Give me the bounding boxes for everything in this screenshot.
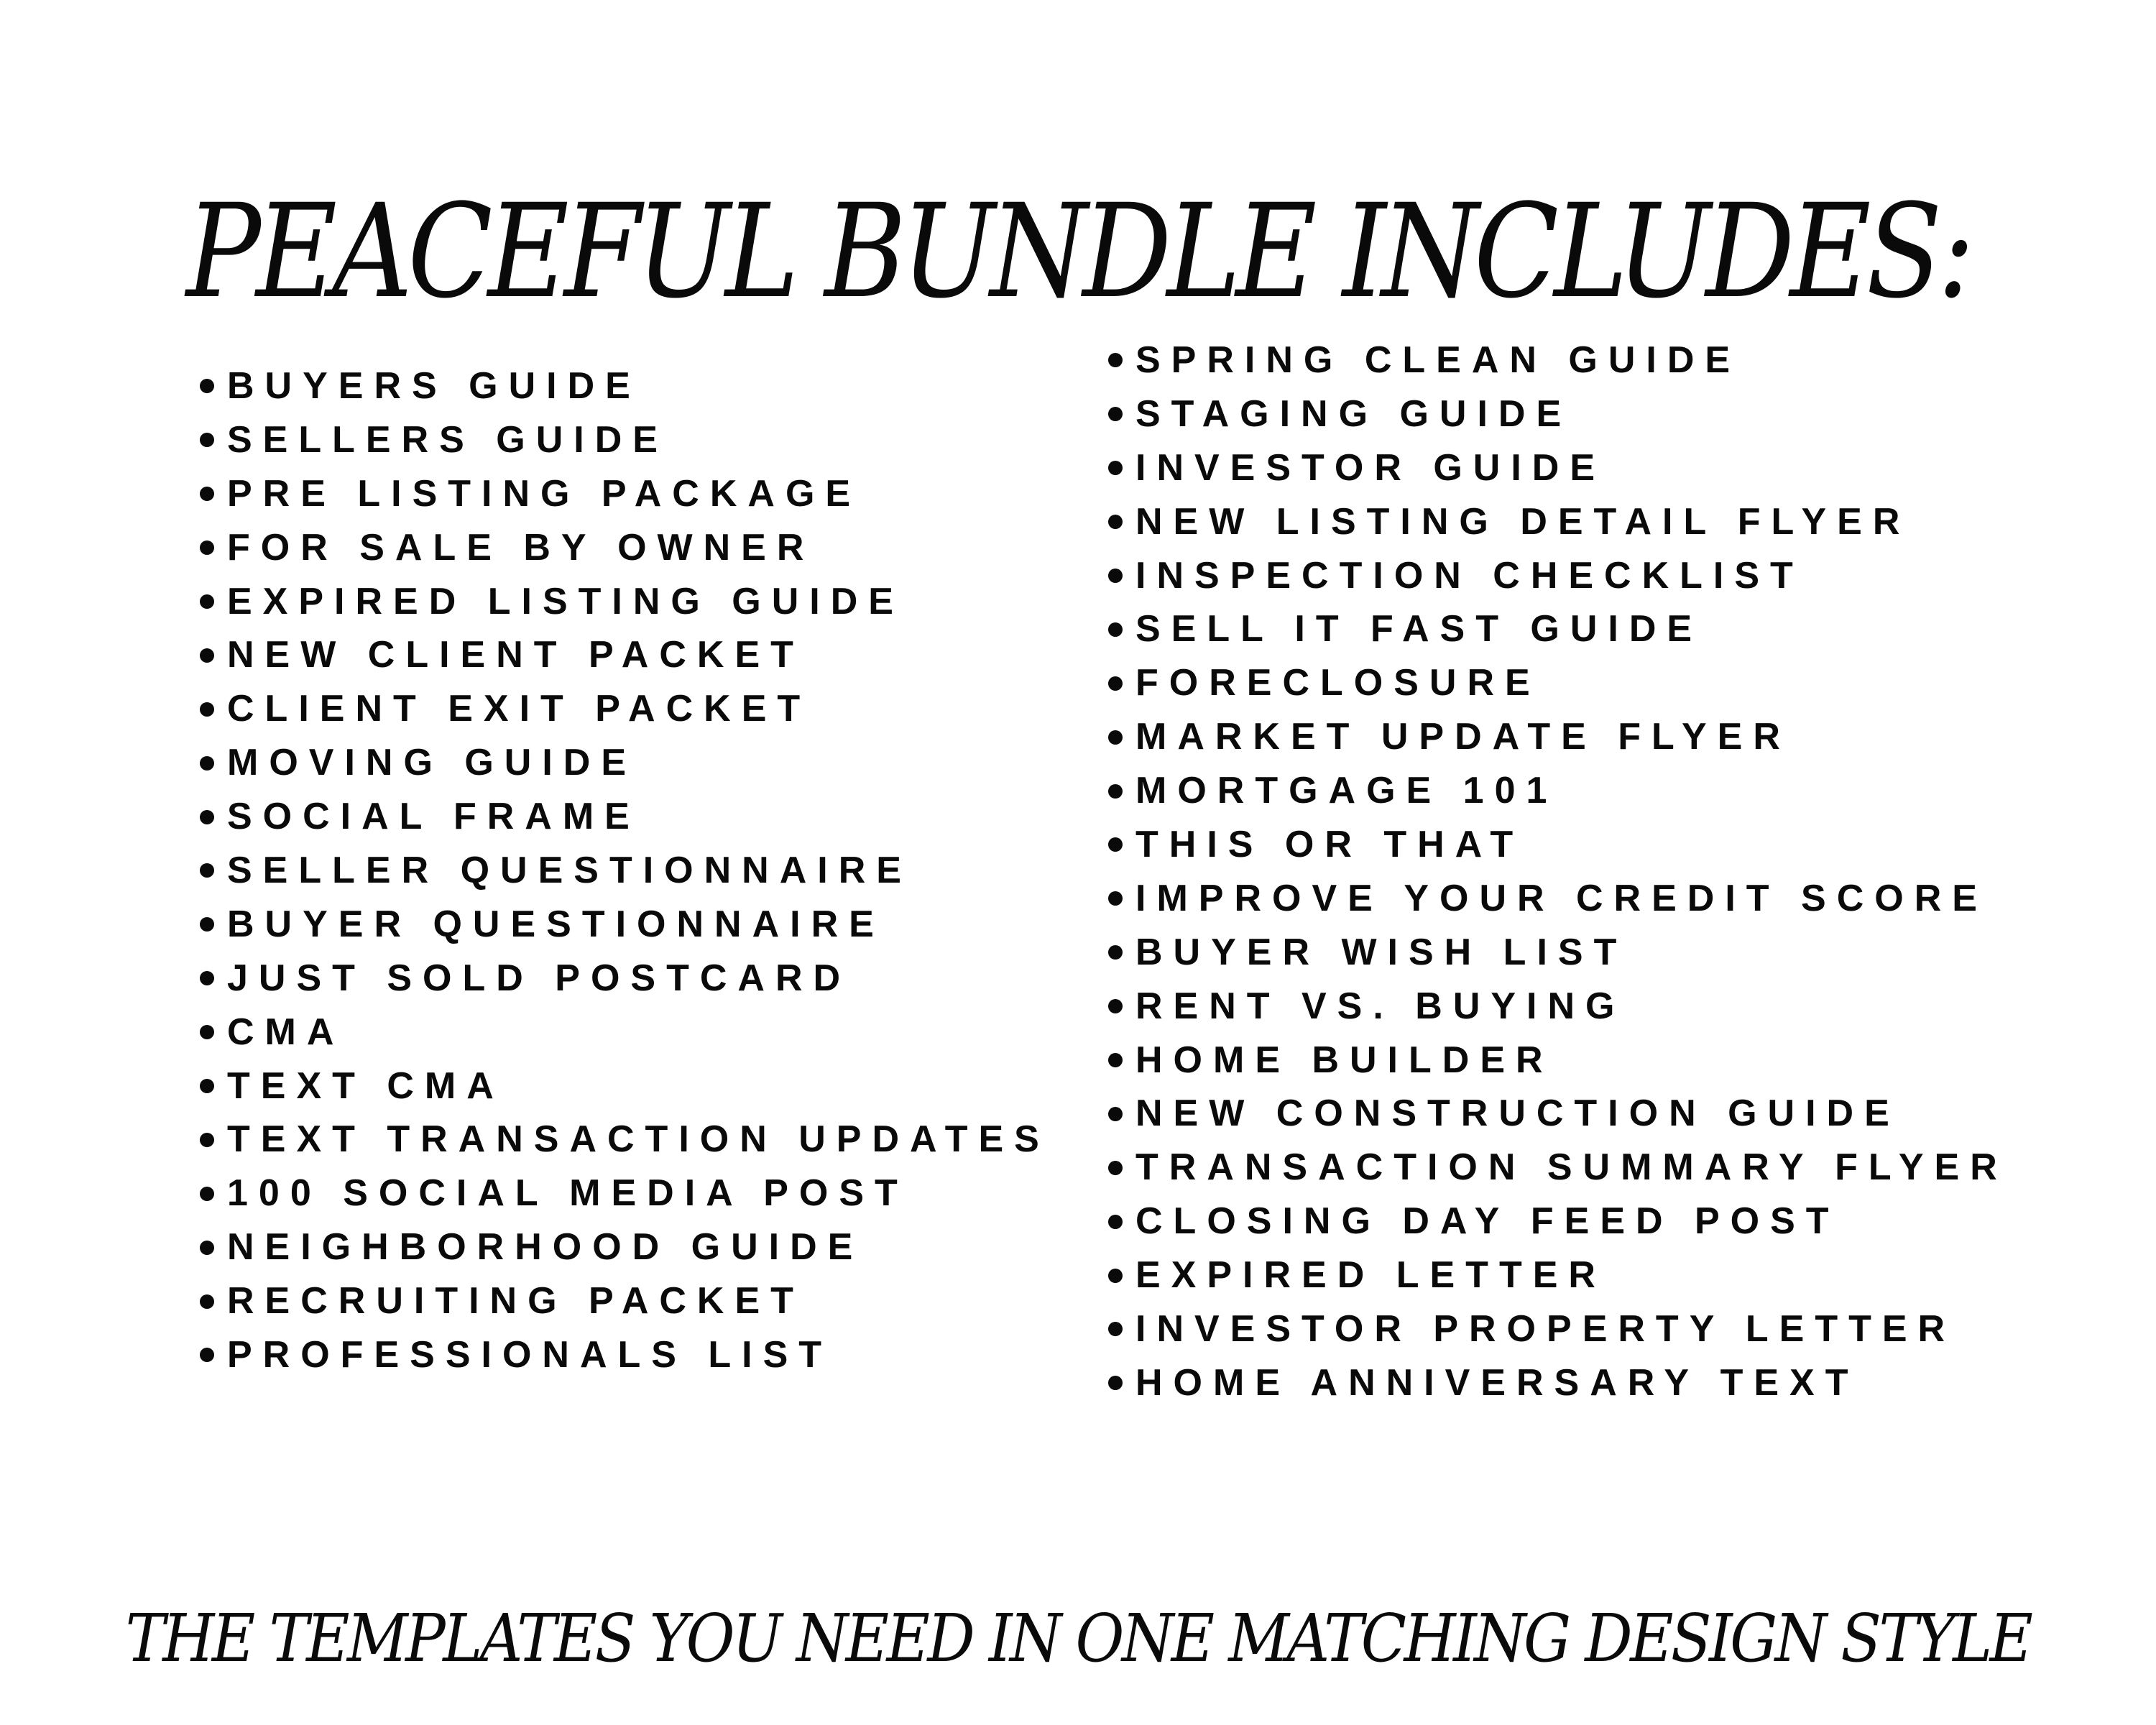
- list-item-label: RENT VS. BUYING: [1135, 985, 1626, 1027]
- list-item-label: MORTGAGE 101: [1135, 770, 1558, 812]
- list-item: [1108, 334, 2008, 387]
- list-item-label: JUST SOLD POSTCARD: [227, 957, 852, 999]
- bullet-icon: [200, 1025, 214, 1039]
- list-item: [1108, 549, 2008, 603]
- list-item: [1108, 980, 2008, 1034]
- bullet-icon: [1108, 784, 1123, 799]
- bullet-icon: [1108, 1107, 1123, 1121]
- list-item: [200, 790, 1050, 844]
- list-item-label: SELL IT FAST GUIDE: [1135, 608, 1703, 650]
- bullet-icon: [200, 379, 214, 393]
- list-item: [200, 1328, 1050, 1382]
- list-item-label: NEW CONSTRUCTION GUIDE: [1135, 1092, 1900, 1135]
- bullet-icon: [1108, 1053, 1123, 1067]
- bullet-icon: [200, 917, 214, 932]
- page-title: PEACEFUL BUNDLE INCLUDES:: [185, 176, 1971, 327]
- list-item: [200, 1006, 1050, 1059]
- bullet-icon: [1108, 1215, 1123, 1229]
- bullet-icon: [200, 487, 214, 501]
- list-item: [1108, 1087, 2008, 1141]
- list-item-label: SELLERS GUIDE: [227, 418, 668, 461]
- list-item-label: HOME BUILDER: [1135, 1039, 1554, 1081]
- list-item: [1108, 710, 2008, 764]
- list-item: [200, 1059, 1050, 1113]
- list-item-label: SPRING CLEAN GUIDE: [1135, 339, 1741, 381]
- bundle-list-left: [200, 359, 1050, 1382]
- bullet-icon: [1108, 837, 1123, 852]
- list-item-label: BUYERS GUIDE: [227, 365, 641, 407]
- bullet-icon: [200, 1294, 214, 1309]
- list-item-label: INSPECTION CHECKLIST: [1135, 554, 1804, 597]
- list-item: [200, 736, 1050, 790]
- bullet-icon: [1108, 1161, 1123, 1175]
- list-item: [200, 1113, 1050, 1167]
- bullet-icon: [1108, 569, 1123, 583]
- list-item-label: TEXT TRANSACTION UPDATES: [227, 1118, 1050, 1161]
- list-item: [200, 1167, 1050, 1220]
- list-item-label: MOVING GUIDE: [227, 742, 637, 784]
- list-item-label: PROFESSIONALS LIST: [227, 1334, 833, 1376]
- bullet-icon: [1108, 622, 1123, 637]
- list-item-label: TEXT CMA: [227, 1064, 505, 1107]
- list-item: [200, 413, 1050, 467]
- list-item-label: INVESTOR GUIDE: [1135, 446, 1606, 489]
- list-item-label: FORECLOSURE: [1135, 662, 1541, 704]
- list-item-label: TRANSACTION SUMMARY FLYER: [1135, 1146, 2008, 1189]
- bullet-icon: [200, 702, 214, 717]
- list-item-label: STAGING GUIDE: [1135, 392, 1572, 435]
- list-item-label: IMPROVE YOUR CREDIT SCORE: [1135, 877, 1988, 919]
- bullet-icon: [1108, 407, 1123, 421]
- list-item: [1108, 926, 2008, 980]
- list-item: [1108, 764, 2008, 818]
- list-item-label: RECRUITING PACKET: [227, 1280, 804, 1322]
- bundle-list-right: [1108, 334, 2008, 1410]
- list-item-label: BUYER QUESTIONNAIRE: [227, 903, 885, 945]
- bullet-icon: [1108, 891, 1123, 906]
- list-item: [200, 1220, 1050, 1274]
- bullet-icon: [1108, 515, 1123, 529]
- bullet-icon: [1108, 353, 1123, 367]
- list-item: [200, 521, 1050, 575]
- list-item: [200, 898, 1050, 952]
- bullet-icon: [1108, 945, 1123, 960]
- tagline: THE TEMPLATES YOU NEED IN ONE MATCHING DESIGN STYLE: [125, 1600, 2031, 1677]
- list-item-label: MARKET UPDATE FLYER: [1135, 716, 1791, 758]
- bullet-icon: [200, 648, 214, 663]
- bullet-icon: [1108, 461, 1123, 475]
- bullet-icon: [1108, 1322, 1123, 1336]
- bullet-icon: [200, 540, 214, 555]
- list-item: [1108, 1248, 2008, 1302]
- list-item: [200, 952, 1050, 1006]
- list-item-label: EXPIRED LETTER: [1135, 1254, 1606, 1297]
- bullet-icon: [200, 863, 214, 878]
- bullet-icon: [1108, 1269, 1123, 1283]
- list-item-label: THIS OR THAT: [1135, 824, 1524, 866]
- list-item: [1108, 602, 2008, 656]
- bullet-icon: [200, 594, 214, 609]
- list-item-label: EXPIRED LISTING GUIDE: [227, 580, 904, 622]
- bullet-icon: [200, 810, 214, 824]
- list-item: [200, 359, 1050, 413]
- list-item-label: HOME ANNIVERSARY TEXT: [1135, 1361, 1859, 1404]
- list-item: [200, 682, 1050, 736]
- bullet-icon: [200, 1348, 214, 1362]
- bullet-icon: [200, 433, 214, 447]
- list-item: [1108, 1356, 2008, 1410]
- list-item-label: NEW LISTING DETAIL FLYER: [1135, 500, 1911, 543]
- bullet-icon: [1108, 676, 1123, 691]
- list-item: [1108, 1195, 2008, 1248]
- bullet-icon: [200, 1133, 214, 1147]
- list-item-label: PRE LISTING PACKAGE: [227, 472, 862, 515]
- list-item: [1108, 656, 2008, 710]
- list-item-label: SELLER QUESTIONNAIRE: [227, 850, 912, 892]
- list-item: [200, 628, 1050, 682]
- list-item: [200, 1274, 1050, 1328]
- list-item-label: NEW CLIENT PACKET: [227, 634, 804, 676]
- list-item-label: CLOSING DAY FEED POST: [1135, 1200, 1840, 1243]
- list-item-label: CMA: [227, 1011, 345, 1053]
- list-item-label: FOR SALE BY OWNER: [227, 526, 815, 569]
- list-item: [1108, 441, 2008, 495]
- list-item: [1108, 387, 2008, 441]
- list-item: [1108, 818, 2008, 872]
- list-item: [200, 844, 1050, 898]
- list-item: [1108, 495, 2008, 549]
- bullet-icon: [1108, 730, 1123, 745]
- bullet-icon: [1108, 1376, 1123, 1390]
- list-item: [200, 467, 1050, 521]
- bullet-icon: [200, 1079, 214, 1093]
- list-item: [1108, 1034, 2008, 1087]
- list-item-label: 100 SOCIAL MEDIA POST: [227, 1172, 908, 1215]
- list-item-label: NEIGHBORHOOD GUIDE: [227, 1226, 864, 1269]
- bullet-icon: [200, 1241, 214, 1255]
- bullet-icon: [200, 756, 214, 770]
- bullet-icon: [200, 971, 214, 985]
- list-item: [1108, 1302, 2008, 1356]
- list-item: [1108, 872, 2008, 926]
- list-item-label: BUYER WISH LIST: [1135, 931, 1628, 973]
- list-item-label: SOCIAL FRAME: [227, 796, 640, 838]
- list-item-label: CLIENT EXIT PACKET: [227, 688, 811, 730]
- bullet-icon: [200, 1187, 214, 1201]
- list-item-label: INVESTOR PROPERTY LETTER: [1135, 1308, 1956, 1351]
- list-item: [1108, 1141, 2008, 1195]
- list-item: [200, 575, 1050, 629]
- bullet-icon: [1108, 999, 1123, 1013]
